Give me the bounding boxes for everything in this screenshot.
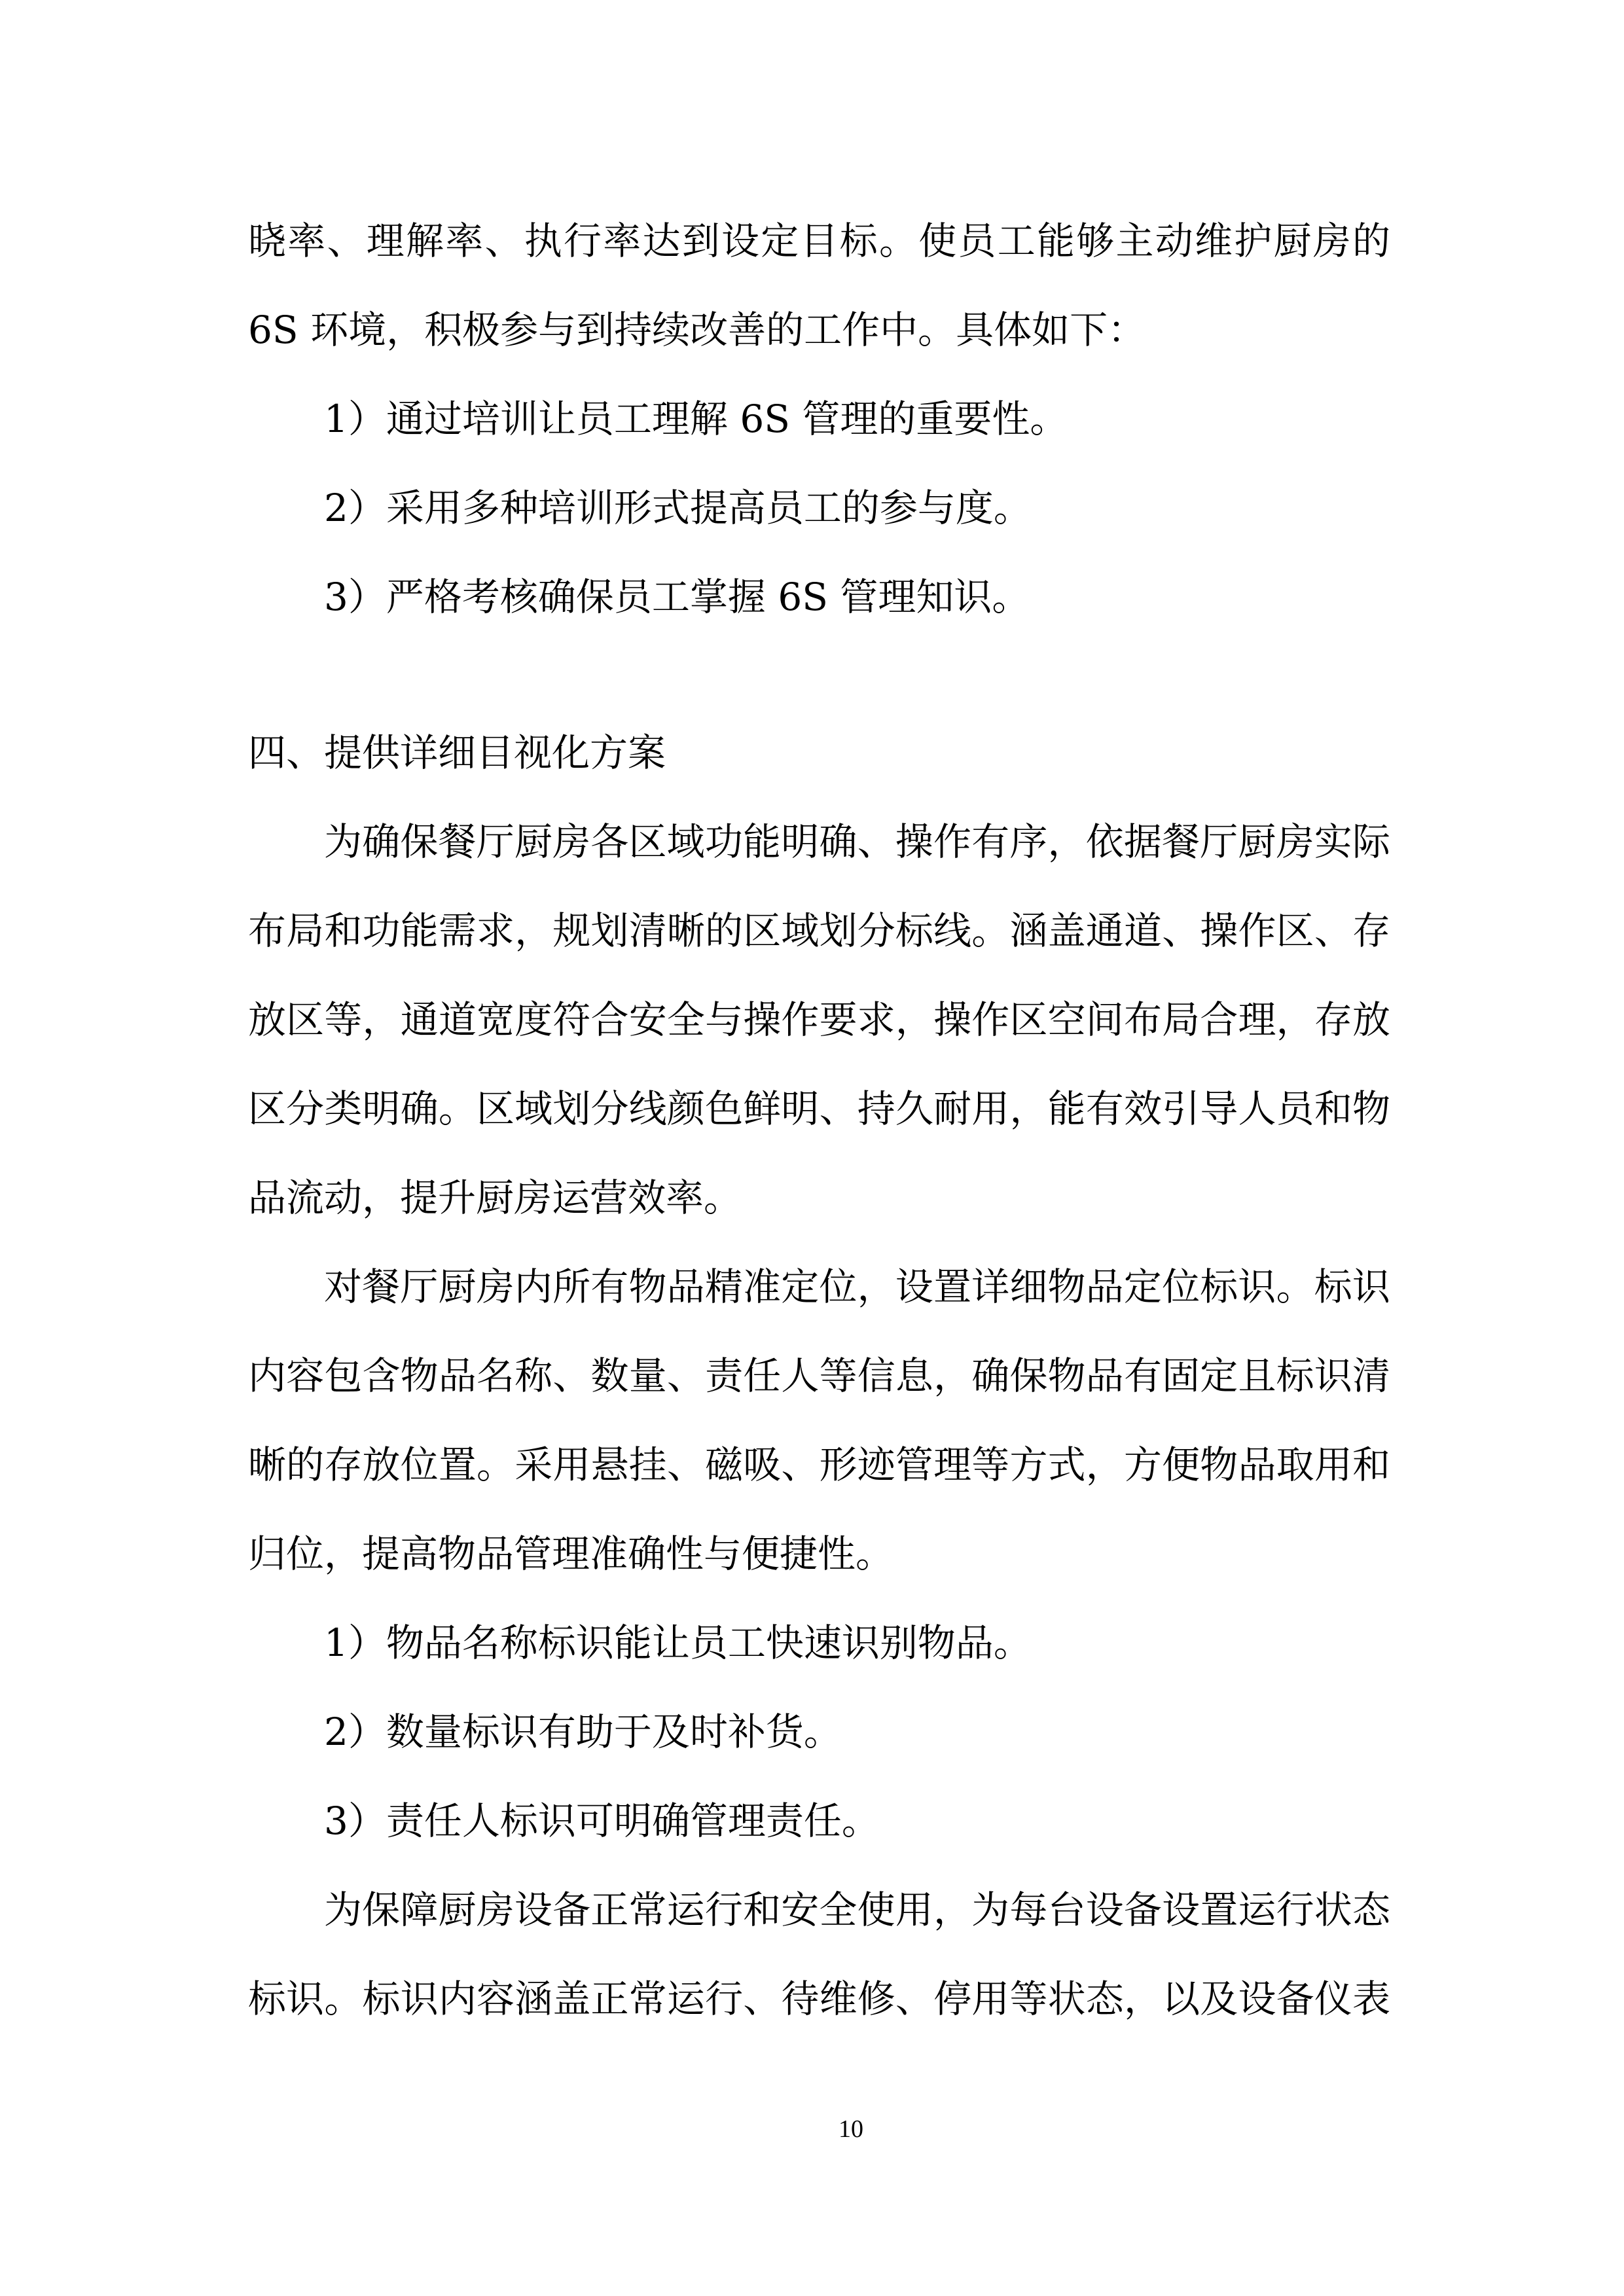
- section-heading: 四、提供详细目视化方案: [248, 730, 666, 775]
- list-item: 1）物品名称标识能让员工快速识别物品。: [324, 1621, 1032, 1665]
- paragraph-line: 6S 环境，积极参与到持续改善的工作中。具体如下：: [248, 308, 1146, 352]
- paragraph-line: 区分类明确。区域划分线颜色鲜明、持久耐用，能有效引导人员和物: [248, 1086, 1390, 1131]
- paragraph-line: 放区等，通道宽度符合安全与操作要求，操作区空间布局合理，存放: [248, 997, 1390, 1042]
- paragraph-line: 布局和功能需求，规划清晰的区域划分标线。涵盖通道、操作区、存: [248, 908, 1390, 953]
- list-item: 2）采用多种培训形式提高员工的参与度。: [324, 486, 1032, 530]
- paragraph-line: 为保障厨房设备正常运行和安全使用，为每台设备设置运行状态: [324, 1888, 1390, 1932]
- paragraph-line: 晰的存放位置。采用悬挂、磁吸、形迹管理等方式，方便物品取用和: [248, 1443, 1390, 1487]
- list-item: 3）严格考核确保员工掌握 6S 管理知识。: [324, 575, 1030, 619]
- paragraph-line: 标识。标识内容涵盖正常运行、待维修、停用等状态，以及设备仪表: [248, 1977, 1390, 2021]
- paragraph-zoning: [248, 797, 1390, 1242]
- paragraph-line: 品流动，提升厨房运营效率。: [248, 1175, 742, 1220]
- list-item: 1）通过培训让员工理解 6S 管理的重要性。: [324, 397, 1068, 441]
- list-item: 2）数量标识有助于及时补货。: [324, 1710, 842, 1754]
- paragraph-line: 晓率、理解率、执行率达到设定目标。使员工能够主动维护厨房的: [248, 219, 1390, 263]
- body-text: [248, 196, 1390, 2043]
- intro-paragraph: [248, 196, 1390, 374]
- list-item: 3）责任人标识可明确管理责任。: [324, 1799, 880, 1843]
- paragraph-positioning: [248, 1242, 1390, 1598]
- paragraph-equipment: [248, 1865, 1390, 2043]
- paragraph-line: 内容包含物品名称、数量、责任人等信息，确保物品有固定且标识清: [248, 1354, 1390, 1398]
- label-list: [248, 1598, 1390, 1865]
- paragraph-line: 为确保餐厅厨房各区域功能明确、操作有序，依据餐厅厨房实际: [324, 819, 1390, 864]
- page-number: 10: [839, 2115, 863, 2143]
- paragraph-line: 对餐厅厨房内所有物品精准定位，设置详细物品定位标识。标识: [324, 1265, 1390, 1309]
- section-gap: [248, 641, 1390, 708]
- training-list: [248, 374, 1390, 641]
- paragraph-line: 归位，提高物品管理准确性与便捷性。: [248, 1532, 894, 1576]
